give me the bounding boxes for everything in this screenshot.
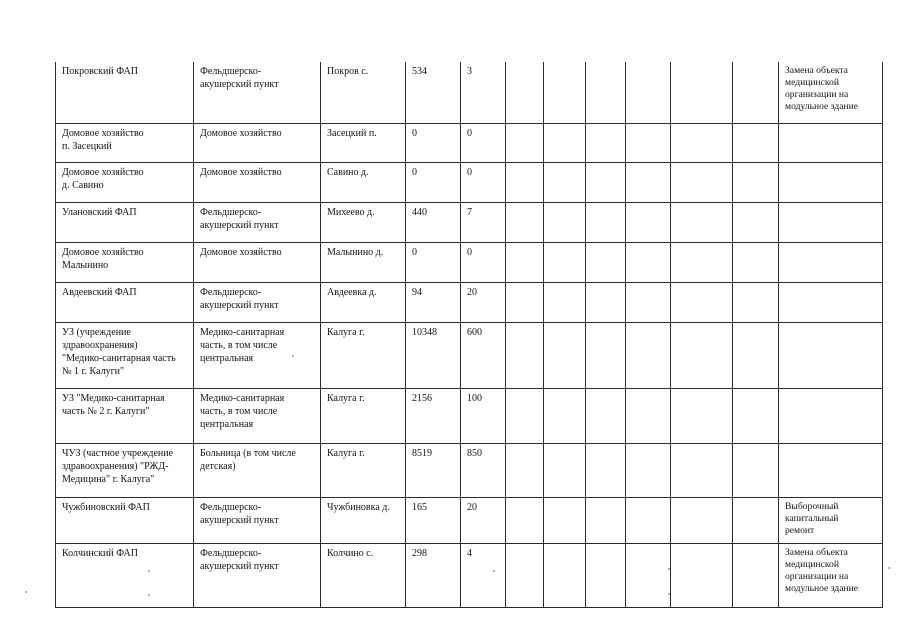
value-a-cell: 8519 xyxy=(406,443,461,497)
empty-cell xyxy=(671,388,733,443)
scan-speck xyxy=(668,568,670,570)
empty-cell xyxy=(671,282,733,322)
settlement-cell: Колчино с. xyxy=(321,543,406,607)
empty-cell xyxy=(506,388,544,443)
empty-cell xyxy=(544,282,586,322)
settlement-cell: Покров с. xyxy=(321,62,406,123)
value-b-cell: 0 xyxy=(461,123,506,162)
empty-cell xyxy=(506,62,544,123)
facility-type-cell: Фельдшерско- акушерский пункт xyxy=(194,62,321,123)
empty-cell xyxy=(626,62,671,123)
empty-cell xyxy=(671,162,733,202)
empty-cell xyxy=(671,123,733,162)
empty-cell xyxy=(544,62,586,123)
empty-cell xyxy=(733,322,779,388)
empty-cell xyxy=(626,282,671,322)
empty-cell xyxy=(671,497,733,543)
value-b-cell: 100 xyxy=(461,388,506,443)
value-b-cell: 4 xyxy=(461,543,506,607)
scan-speck xyxy=(148,570,150,572)
empty-cell xyxy=(586,202,626,242)
table-row xyxy=(56,123,883,162)
empty-cell xyxy=(586,242,626,282)
value-b-cell: 20 xyxy=(461,497,506,543)
facility-type-cell: Домовое хозяйство xyxy=(194,242,321,282)
empty-cell xyxy=(544,443,586,497)
value-b-cell: 600 xyxy=(461,322,506,388)
remarks-cell xyxy=(779,242,883,282)
value-b-cell: 20 xyxy=(461,282,506,322)
table-row xyxy=(56,282,883,322)
table-body xyxy=(56,62,883,607)
empty-cell xyxy=(544,497,586,543)
empty-cell xyxy=(733,388,779,443)
facility-name-cell: Домовое хозяйство п. Засецкий xyxy=(56,123,194,162)
facility-name-cell: Чужбиновский ФАП xyxy=(56,497,194,543)
empty-cell xyxy=(733,242,779,282)
table-row xyxy=(56,388,883,443)
settlement-cell: Калуга г. xyxy=(321,443,406,497)
table-row xyxy=(56,162,883,202)
value-a-cell: 0 xyxy=(406,242,461,282)
value-a-cell: 440 xyxy=(406,202,461,242)
remarks-cell xyxy=(779,388,883,443)
remarks-cell xyxy=(779,322,883,388)
value-b-cell: 7 xyxy=(461,202,506,242)
empty-cell xyxy=(586,282,626,322)
table-row xyxy=(56,202,883,242)
remarks-cell: Замена объекта медицинской организации на модульное здание xyxy=(779,543,883,607)
facility-name-cell: Колчинский ФАП xyxy=(56,543,194,607)
empty-cell xyxy=(586,443,626,497)
empty-cell xyxy=(506,162,544,202)
scan-speck xyxy=(668,593,670,595)
remarks-cell xyxy=(779,202,883,242)
empty-cell xyxy=(544,388,586,443)
empty-cell xyxy=(586,388,626,443)
empty-cell xyxy=(586,123,626,162)
empty-cell xyxy=(544,123,586,162)
facility-name-cell: Домовое хозяйство Малынино xyxy=(56,242,194,282)
table-row xyxy=(56,242,883,282)
empty-cell xyxy=(626,202,671,242)
settlement-cell: Чужбиновка д. xyxy=(321,497,406,543)
remarks-cell xyxy=(779,443,883,497)
facility-name-cell: Покровский ФАП xyxy=(56,62,194,123)
value-a-cell: 534 xyxy=(406,62,461,123)
facility-type-cell: Медико-санитарная часть, в том числе центральная xyxy=(194,388,321,443)
empty-cell xyxy=(506,443,544,497)
remarks-cell: Замена объекта медицинской организации на модульное здание xyxy=(779,62,883,123)
value-b-cell: 3 xyxy=(461,62,506,123)
facility-type-cell: Домовое хозяйство xyxy=(194,162,321,202)
facility-name-cell: Домовое хозяйство д. Савино xyxy=(56,162,194,202)
empty-cell xyxy=(586,543,626,607)
empty-cell xyxy=(544,242,586,282)
facility-type-cell: Фельдшерско- акушерский пункт xyxy=(194,497,321,543)
empty-cell xyxy=(733,282,779,322)
empty-cell xyxy=(671,543,733,607)
empty-cell xyxy=(733,543,779,607)
facility-type-cell: Фельдшерско- акушерский пункт xyxy=(194,282,321,322)
empty-cell xyxy=(626,497,671,543)
empty-cell xyxy=(671,62,733,123)
facility-type-cell: Домовое хозяйство xyxy=(194,123,321,162)
empty-cell xyxy=(544,202,586,242)
empty-cell xyxy=(733,497,779,543)
facility-type-cell: Фельдшерско- акушерский пункт xyxy=(194,543,321,607)
remarks-cell: Выборочный капитальный ремонт xyxy=(779,497,883,543)
empty-cell xyxy=(506,123,544,162)
empty-cell xyxy=(506,543,544,607)
empty-cell xyxy=(586,497,626,543)
empty-cell xyxy=(733,62,779,123)
empty-cell xyxy=(586,162,626,202)
empty-cell xyxy=(544,322,586,388)
value-a-cell: 10348 xyxy=(406,322,461,388)
empty-cell xyxy=(733,162,779,202)
facility-name-cell: УЗ "Медико-санитарная часть № 2 г. Калуги" xyxy=(56,388,194,443)
table-row xyxy=(56,322,883,388)
empty-cell xyxy=(671,242,733,282)
value-b-cell: 0 xyxy=(461,242,506,282)
empty-cell xyxy=(733,443,779,497)
empty-cell xyxy=(626,543,671,607)
value-a-cell: 0 xyxy=(406,162,461,202)
value-b-cell: 0 xyxy=(461,162,506,202)
remarks-cell xyxy=(779,282,883,322)
empty-cell xyxy=(506,282,544,322)
facility-name-cell: Улановский ФАП xyxy=(56,202,194,242)
empty-cell xyxy=(671,322,733,388)
settlement-cell: Авдеевка д. xyxy=(321,282,406,322)
empty-cell xyxy=(506,202,544,242)
remarks-cell xyxy=(779,123,883,162)
empty-cell xyxy=(506,497,544,543)
table-row xyxy=(56,62,883,123)
empty-cell xyxy=(626,123,671,162)
settlement-cell: Малынино д. xyxy=(321,242,406,282)
scan-speck xyxy=(292,355,294,357)
value-a-cell: 94 xyxy=(406,282,461,322)
table-row xyxy=(56,443,883,497)
empty-cell xyxy=(626,242,671,282)
empty-cell xyxy=(626,388,671,443)
scan-speck xyxy=(148,594,150,596)
facilities-table xyxy=(55,62,883,608)
facility-name-cell: УЗ (учреждение здравоохранения) "Медико-санитарная часть № 1 г. Калуги" xyxy=(56,322,194,388)
scan-speck xyxy=(493,570,495,572)
facility-type-cell: Медико-санитарная часть, в том числе центральная xyxy=(194,322,321,388)
empty-cell xyxy=(733,123,779,162)
remarks-cell xyxy=(779,162,883,202)
value-a-cell: 0 xyxy=(406,123,461,162)
scan-speck xyxy=(888,567,890,569)
scan-speck xyxy=(25,591,27,593)
facility-name-cell: Авдеевский ФАП xyxy=(56,282,194,322)
facility-name-cell: ЧУЗ (частное учреждение здравоохранения) "РЖД- Медицина" г. Калуга" xyxy=(56,443,194,497)
empty-cell xyxy=(586,322,626,388)
empty-cell xyxy=(733,202,779,242)
value-a-cell: 298 xyxy=(406,543,461,607)
settlement-cell: Савино д. xyxy=(321,162,406,202)
settlement-cell: Михеево д. xyxy=(321,202,406,242)
empty-cell xyxy=(626,443,671,497)
empty-cell xyxy=(586,62,626,123)
empty-cell xyxy=(671,202,733,242)
empty-cell xyxy=(626,162,671,202)
facility-type-cell: Больница (в том числе детская) xyxy=(194,443,321,497)
settlement-cell: Засецкий п. xyxy=(321,123,406,162)
facility-type-cell: Фельдшерско- акушерский пункт xyxy=(194,202,321,242)
empty-cell xyxy=(506,322,544,388)
value-a-cell: 2156 xyxy=(406,388,461,443)
table-row xyxy=(56,497,883,543)
settlement-cell: Калуга г. xyxy=(321,322,406,388)
value-b-cell: 850 xyxy=(461,443,506,497)
empty-cell xyxy=(626,322,671,388)
empty-cell xyxy=(544,543,586,607)
settlement-cell: Калуга г. xyxy=(321,388,406,443)
empty-cell xyxy=(506,242,544,282)
empty-cell xyxy=(671,443,733,497)
table-row xyxy=(56,543,883,607)
empty-cell xyxy=(544,162,586,202)
value-a-cell: 165 xyxy=(406,497,461,543)
